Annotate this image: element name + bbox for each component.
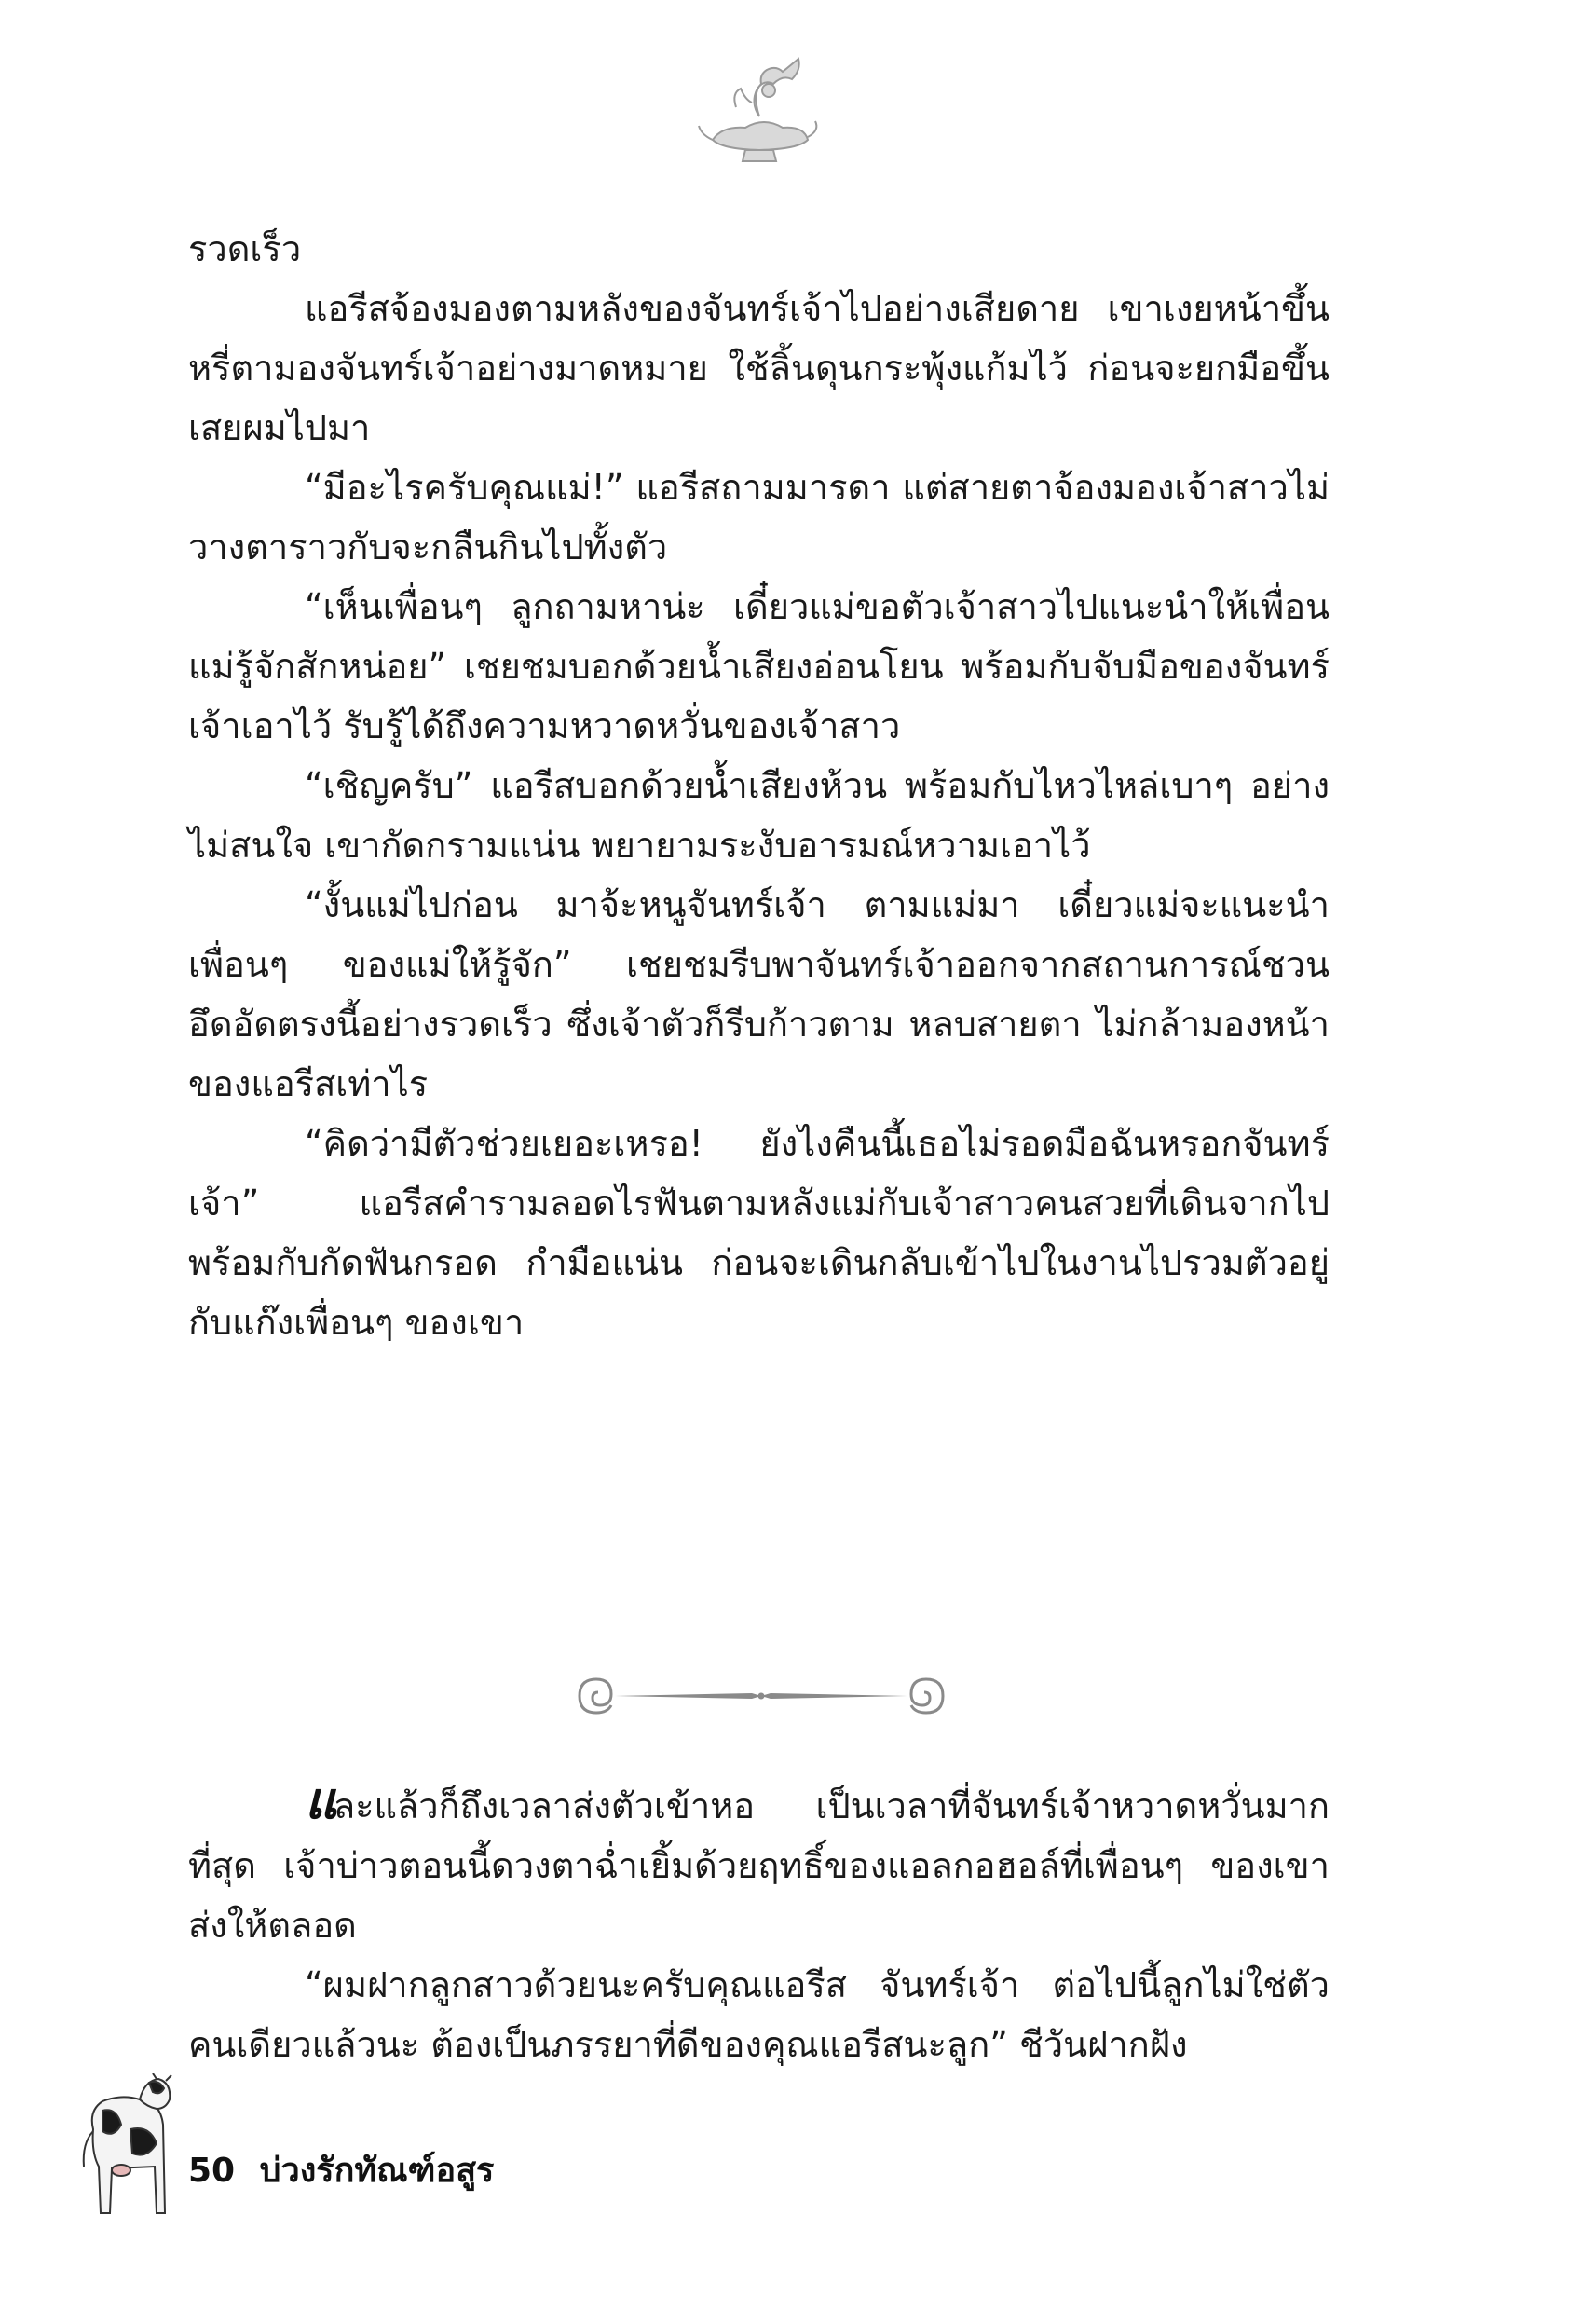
paragraph-continuation: รวดเร็ว	[188, 228, 302, 269]
book-title: บ่วงรักทัณฑ์อสูร	[259, 2152, 495, 2190]
paragraph-text: ละแล้วก็ถึงเวลาส่งตัวเข้าหอ เป็นเวลาที่จันทร์เจ้าหวาดหวั่นมากที่สุด เจ้าบ่าวตอนนี้ดวงตาฉ่ำเยิ้มด้วยฤทธิ์ของแอลกอฮอล์ที่เพื่อนๆ ของเขาส่งให้ตลอด	[188, 1785, 1330, 1946]
dropcap: แ	[305, 1771, 334, 1830]
body-bottom	[188, 1771, 1330, 2074]
dropcap-paragraph	[188, 1771, 1330, 1955]
paragraph: “มีอะไรครับคุณแม่!” แอรีสถามมารดา แต่สายตาจ้องมองเจ้าสาวไม่วางตาราวกับจะกลืนกินไปทั้งตัว	[188, 467, 1330, 567]
magic-lamp-cupid-icon	[694, 51, 825, 172]
body-top	[188, 219, 1330, 1352]
cow-icon	[75, 2073, 177, 2232]
paragraph: “คิดว่ามีตัวช่วยเยอะเหรอ! ยังไงคืนนี้เธอไม่รอดมือฉันหรอกจันทร์เจ้า” แอรีสคำรามลอดไรฟันตามหลังแม่กับเจ้าสาวคนสวยที่เดินจากไป พร้อมกับกัดฟันกรอด กำมือแน่น ก่อนจะเดินกลับเข้าไปในงานไปรวมตัวอยู่กับแก๊งเพื่อนๆ ของเขา	[188, 1123, 1330, 1343]
scroll-ornament-divider-icon	[570, 1668, 952, 1724]
paragraph: “ผมฝากลูกสาวด้วยนะครับคุณแอรีส จันทร์เจ้า ต่อไปนี้ลูกไม่ใช่ตัวคนเดียวแล้วนะ ต้องเป็นภรรยาที่ดีของคุณแอรีสนะลูก” ชีวันฝากฝัง	[188, 1964, 1330, 2065]
paragraph: แอรีสจ้องมองตามหลังของจันทร์เจ้าไปอย่างเสียดาย เขาเงยหน้าขึ้นหรี่ตามองจันทร์เจ้าอย่างมาดหมาย ใช้ลิ้นดุนกระพุ้งแก้มไว้ ก่อนจะยกมือขึ้นเสยผมไปมา	[188, 288, 1330, 448]
page-number: 50	[188, 2152, 236, 2190]
page-footer	[188, 2143, 494, 2196]
paragraph: “เชิญครับ” แอรีสบอกด้วยน้ำเสียงห้วน พร้อมกับไหวไหล่เบาๆ อย่างไม่สนใจ เขากัดกรามแน่น พยายามระงับอารมณ์หวามเอาไว้	[188, 765, 1330, 866]
paragraph: “เห็นเพื่อนๆ ลูกถามหาน่ะ เดี๋ยวแม่ขอตัวเจ้าสาวไปแนะนำให้เพื่อนแม่รู้จักสักหน่อย” เชยชมบอกด้วยน้ำเสียงอ่อนโยน พร้อมกับจับมือของจันทร์เจ้าเอาไว้ รับรู้ได้ถึงความหวาดหวั่นของเจ้าสาว	[188, 586, 1330, 746]
paragraph: “งั้นแม่ไปก่อน มาจ้ะหนูจันทร์เจ้า ตามแม่มา เดี๋ยวแม่จะแนะนำเพื่อนๆ ของแม่ให้รู้จัก” เชยชมรีบพาจันทร์เจ้าออกจากสถานการณ์ชวนอึดอัดตรงนี้อย่างรวดเร็ว ซึ่งเจ้าตัวก็รีบก้าวตาม หลบสายตา ไม่กล้ามองหน้าของแอรีสเท่าไร	[188, 884, 1330, 1104]
